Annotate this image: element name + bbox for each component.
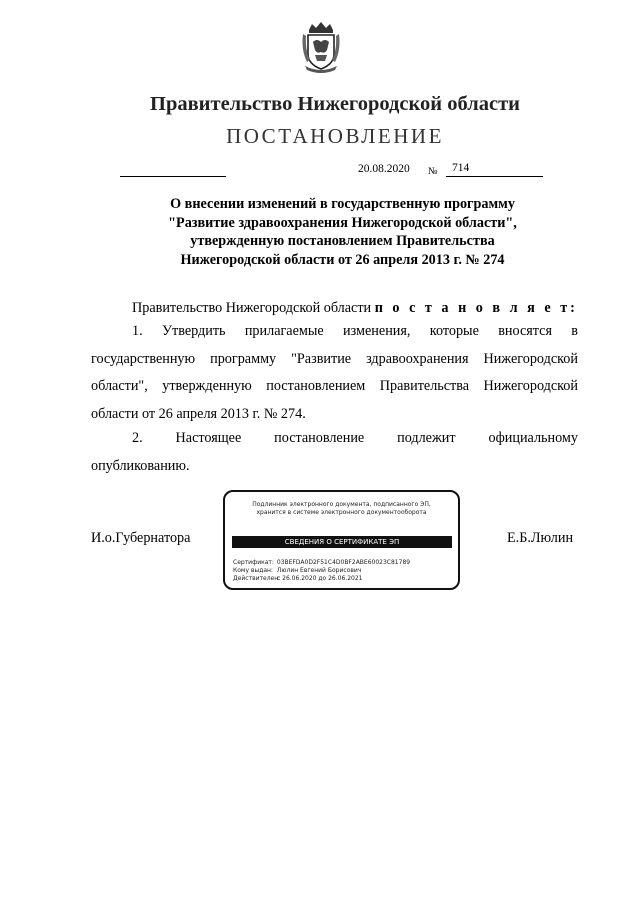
certificate-row (233, 559, 410, 567)
document-number: 714 (452, 162, 470, 174)
clause-2 (91, 425, 578, 480)
government-title: Правительство Нижегородской области (150, 93, 520, 115)
blank-date-line (120, 176, 226, 177)
validity-label: Действителен: (233, 575, 281, 582)
certificate-info (233, 559, 410, 583)
signer-position: И.о.Губернатора (91, 530, 191, 546)
clause-text-last: области от 26 апреля 2013 г. № 274. (91, 405, 306, 422)
clause-1 (91, 318, 578, 428)
number-underline (446, 176, 543, 177)
signer-name: Е.Б.Люлин (507, 530, 574, 546)
stamp-note-line: Подлинник электронного документа, подписанного ЭП, (252, 501, 431, 508)
stamp-note (225, 501, 458, 517)
issued-to-row (233, 567, 410, 575)
document-type-title: ПОСТАНОВЛЕНИЕ (226, 124, 444, 148)
issued-to-label: Кому выдан: (233, 567, 273, 574)
number-sign: № (428, 166, 438, 177)
subject-line: "Развитие здравоохранения Нижегородской области", (168, 214, 517, 231)
validity-value: с 26.06.2020 до 26.06.2021 (276, 575, 363, 582)
certificate-label: Сертификат: (233, 559, 274, 566)
clause-text-last: опубликованию. (91, 457, 190, 474)
clause-text: 2. Настоящее постановление подлежит официальному (132, 430, 578, 446)
clause-text: 1. Утвердить прилагаемые изменения, которые вносятся в государственную программу "Развитие здравоохранения Нижегородской области", утвержденную постановлением Правительства Нижегородской (91, 323, 578, 394)
stamp-note-line: хранится в системе электронного документооборота (256, 509, 427, 516)
validity-row (233, 575, 410, 583)
document-date: 20.08.2020 (358, 163, 410, 175)
document-subject (110, 195, 575, 269)
subject-line: О внесении изменений в государственную программу (170, 196, 515, 212)
subject-line: Нижегородской области от 26 апреля 2013 г. № 274 (180, 251, 505, 268)
preamble-verb: п о с т а н о в л я е т: (374, 300, 578, 316)
subject-line: утвержденную постановлением Правительства (190, 233, 495, 249)
nizhny-novgorod-coat-of-arms-icon (301, 20, 341, 76)
preamble-text: Правительство Нижегородской области (132, 300, 372, 316)
electronic-signature-stamp (223, 490, 460, 590)
issued-to-value: Люлин Евгений Борисович (276, 567, 362, 574)
stamp-title-bar: СВЕДЕНИЯ О СЕРТИФИКАТЕ ЭП (232, 536, 452, 548)
certificate-value: 03BEFDA0D2F51C4D0BF2ABE60023C81789 (276, 559, 411, 566)
